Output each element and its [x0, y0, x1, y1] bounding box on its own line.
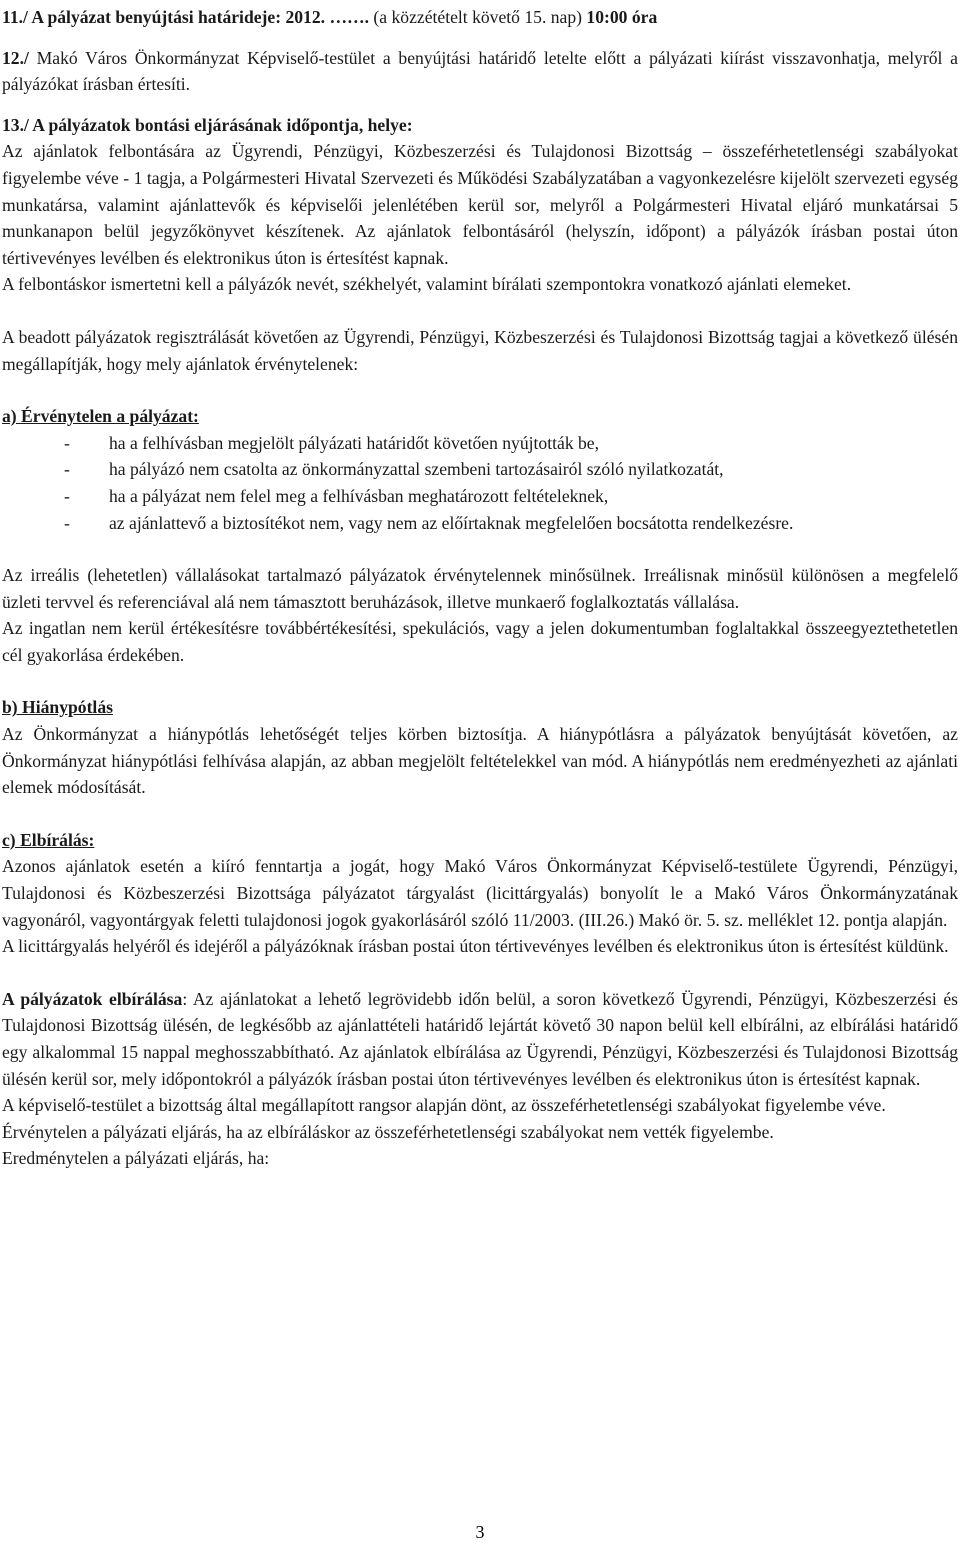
- item-13-paragraph-1: Az ajánlatok felbontására az Ügyrendi, Pénzügyi, Közbeszerzési és Tulajdonosi Bizottság – összeférhetetlenségi szabályokat figyelembe véve - 1 tagja, a Polgármesteri Hivatal Szervezeti és Működési Szabályzatában a vagyonkezelésre kijelölt szervezeti egység munkatársa, valamint ajánlattevők és képviselői jelenlétében kerül sor, melyről a Polgármesteri Hivatal eljáró munkatársai 5 munkanapon belül jegyzőkönyvet készítenek. Az ajánlatok felbontásáról (helyszín, időpont) a pályázók írásban postai úton tértivevényes levélben és elektronikus úton is értesítést kapnak.: [2, 141, 958, 268]
- judging-paragraph-2: A képviselő-testület a bizottság által megállapított rangsor alapján dönt, az összeférhetetlenségi szabályokat figyelembe véve.: [2, 1095, 886, 1116]
- deficiency-paragraph: Az Önkormányzat a hiánypótlás lehetőségét teljes körben biztosítja. A hiánypótlásra a pályázatok benyújtását követően, az Önkormányzat hiánypótlási felhívása alapján, az abban megjelölt feltételekkel van mód. A hiánypótlás nem eredményezheti az ajánlati elemek módosítását.: [2, 724, 958, 798]
- registration-paragraph: A beadott pályázatok regisztrálását követően az Ügyrendi, Pénzügyi, Közbeszerzési és Tulajdonosi Bizottság tagjai a következő ülésén megállapítják, hogy mely ajánlatok érvénytelenek:: [2, 326, 958, 374]
- item-11-time: 10:00 óra: [586, 7, 658, 27]
- item-13-paragraph-2: A felbontáskor ismertetni kell a pályázók nevét, székhelyét, valamint bírálati szempontokra vonatkozó ajánlati elemeket.: [2, 274, 852, 295]
- judging-paragraph-1: A pályázatok elbírálása: Az ajánlatokat a lehető legrövidebb időn belül, a soron következő Ügyrendi, Pénzügyi, Közbeszerzési és Tulajdonosi Bizottság ülésén, de legkésőbb az ajánlattételi határidő lejártát követő 30 napon belül kell elbírálni, az elbírálási határidő egy alkalommal 15 nappal meghosszabbítható. Az ajánlatok elbírálása az Ügyrendi, Pénzügyi, Közbeszerzési és Tulajdonosi Bizottság ülésén kerül sor, mely időpontokról a pályázók írásban postai úton tértivevényes levélben és elektronikus úton is értesítést kapnak.: [2, 988, 958, 1089]
- item-13-heading-text: 13./ A pályázatok bontási eljárásának időpontja, helye:: [2, 114, 413, 135]
- judging-paragraph-4: Eredménytelen a pályázati eljárás, ha:: [2, 1148, 270, 1169]
- item-11-deadline: [2, 4, 958, 31]
- unrealistic-paragraph-2: Az ingatlan nem kerül értékesítésre továbbértékesítési, spekulációs, vagy a jelen dokumentumban foglaltakkal összeegyeztethetetlen cél gyakorlása érdekében.: [2, 618, 958, 665]
- evaluation-paragraph-2: A licittárgyalás helyéről és idejéről a pályázóknak írásban postai úton tértivevényes levélben és elektronikus úton is értesítést küldünk.: [2, 936, 949, 957]
- invalid-list: [2, 430, 958, 536]
- unrealistic-paragraph-1: Az irreális (lehetetlen) vállalásokat tartalmazó pályázatok érvénytelennek minősülnek. Irreálisnak minősül különösen a megfelelő üzleti tervvel és referenciával alá nem támasztott beruházások, illetve munkaerő foglalkoztatás vállalása.: [2, 565, 958, 612]
- item-12-number: 12./: [2, 47, 29, 68]
- item-13-heading: [2, 112, 958, 139]
- list-item: - ha a pályázat nem felel meg a felhívásban meghatározott feltételeknek,: [64, 485, 609, 506]
- judging-bold-lead: A pályázatok elbírálása: [2, 988, 183, 1009]
- list-item: - ha pályázó nem csatolta az önkormányzattal szembeni tartozásairól szóló nyilatkozatát,: [64, 459, 724, 480]
- evaluation-paragraph-1: Azonos ajánlatok esetén a kiíró fenntartja a jogát, hogy Makó Város Önkormányzat Képviselő-testülete Ügyrendi, Pénzügyi, Tulajdonosi és Közbeszerzési Bizottsága pályázatot tárgyalást (licittárgyalás) bonyolít le a Makó Város Önkormányzatának vagyonáról, vagyontárgyak feletti tulajdonosi jogok gyakorlásáról szóló 11/2003. (III.26.) Makó ör. 5. sz. melléklet 12. pontja alapján.: [2, 856, 958, 930]
- item-12-withdrawal: [2, 45, 958, 98]
- list-item: - ha a felhívásban megjelölt pályázati határidőt követően nyújtották be,: [64, 432, 600, 453]
- invalid-heading: a) Érvénytelen a pályázat:: [2, 406, 199, 427]
- list-item: - az ajánlattevő a biztosítékot nem, vagy nem az előírtaknak megfelelően bocsátotta rendelkezésre.: [64, 512, 794, 533]
- item-12-text: Makó Város Önkormányzat Képviselő-testület a benyújtási határidő letelte előtt a pályázati kiírást visszavonhatja, melyről a pályázókat írásban értesíti.: [2, 47, 958, 95]
- item-11-bold-start: 11./ A pályázat benyújtási határideje: 2012. …….: [2, 7, 370, 27]
- item-11-mid: (a közzétételt követő 15. nap): [369, 7, 587, 27]
- evaluation-heading: c) Elbírálás:: [2, 829, 95, 850]
- page-number: 3: [475, 1522, 485, 1542]
- judging-paragraph-3: Érvénytelen a pályázati eljárás, ha az elbíráláskor az összeférhetetlenségi szabályokat nem vették figyelembe.: [2, 1121, 774, 1142]
- deficiency-heading: b) Hiánypótlás: [2, 697, 113, 718]
